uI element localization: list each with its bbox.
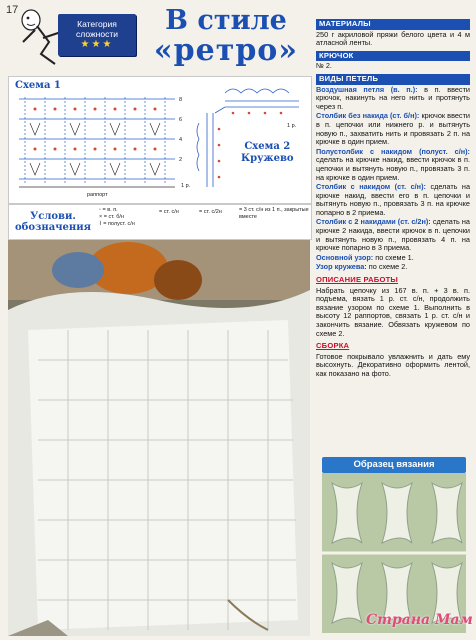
materials-text: 250 г акриловой пряжи белого цвета и 4 м атласной ленты. <box>316 29 470 48</box>
legend-column-1 <box>99 207 135 228</box>
title-line-1: В стиле <box>165 5 287 36</box>
stitch-definition <box>316 263 470 272</box>
scheme-2-title-line-2: Кружево <box>241 153 294 164</box>
legend-item: ◦ = в. п. <box>99 207 118 213</box>
instructions-column <box>316 16 470 380</box>
stitch-definition <box>316 112 470 146</box>
row-number: 4 <box>179 137 183 143</box>
stitch-name: Полустолбик с накидом (полуст. с/н): <box>316 146 470 156</box>
stitch-text: крючок ввести в п. цепочки или нижнего р. и вытянуть новую п., захватить нить и провязать 2 п. на крючке в один прием. <box>316 111 470 147</box>
legend-item: = ст. с/2н <box>199 209 222 215</box>
repeat-label: раппорт <box>87 192 108 198</box>
scheme-1-title: Схема 1 <box>15 80 61 91</box>
symbol-legend <box>8 204 312 240</box>
materials-heading: МАТЕРИАЛЫ <box>316 19 470 30</box>
work-text: Набрать цепочку из 167 в. п. + 3 в. п. подъема, вязать 1 р. ст. с/н, продолжить вязание узором по схеме 1. Выполнить в высоту 12 раппортов, связать 1 р. ст. с/н и закончить вязание. Обвязать кружевом по схеме 2. <box>316 285 470 338</box>
legend-item: = 3 ст. с/н из 1 п., закрытые вместе <box>239 207 309 220</box>
row-number: 2 <box>179 157 183 163</box>
page-title <box>146 6 306 66</box>
legend-title-line-1: Услови. <box>30 211 76 222</box>
legend-title <box>13 211 93 233</box>
row-number: 6 <box>179 117 183 123</box>
stitch-text: по схеме 2. <box>368 262 408 272</box>
row-numbers <box>179 95 182 165</box>
stitch-name: Узор кружева: <box>316 262 367 272</box>
assembly-heading: СБОРКА <box>316 341 350 351</box>
scheme-2-title-line-1: Схема 2 <box>244 141 291 152</box>
knitting-sample-photo <box>322 473 466 633</box>
stitch-definition <box>316 183 470 217</box>
scheme-2-title <box>241 141 294 165</box>
watermark: Страна Мам <box>366 612 473 628</box>
page-number: 17 <box>6 4 19 16</box>
work-heading: ОПИСАНИЕ РАБОТЫ <box>316 275 399 285</box>
crochet-diagram-panel <box>8 76 312 204</box>
stitch-name: Столбик с 2 накидами (ст. с/2н): <box>316 217 431 227</box>
sample-title: Образец вязания <box>322 457 466 473</box>
stitch-name: Воздушная петля (в. п.): <box>316 84 418 94</box>
legend-title-line-2: обозначения <box>15 222 91 233</box>
scheme-1-chart <box>15 93 181 191</box>
legend-item: ⌇ = полуст. с/н <box>99 221 135 227</box>
assembly-text: Готовое покрывало увлажнить и дать ему высохнуть. Декоративно оформить лентой, как показано на фото. <box>316 351 470 378</box>
scheme-2-row-label: 1 р. <box>287 123 297 129</box>
stitch-text: по схеме 1. <box>375 252 414 262</box>
row-label: 1 р. <box>181 183 191 189</box>
difficulty-label: Категория сложности <box>76 19 118 39</box>
stitch-text: сделать на крючке 2 накида, ввести крючок в п. цепочки и вытянуть новую п., провязать 4 п. на крючке попарно в 3 приема. <box>316 217 470 253</box>
legend-item: = ст. с/н <box>159 209 179 215</box>
difficulty-stars: ★★★ <box>80 39 114 50</box>
hook-heading: КРЮЧОК <box>316 51 470 62</box>
stitch-text: в п. ввести крючок, накинуть на него нить и протянуть через п. <box>316 84 470 111</box>
legend-item: × = ст. б/н <box>99 214 124 220</box>
stitch-definition <box>316 148 470 182</box>
stitch-definition <box>316 218 470 252</box>
title-line-2: «ретро» <box>153 33 299 68</box>
stitch-definition <box>316 86 470 112</box>
stitches-heading: ВИДЫ ПЕТЕЛЬ <box>316 74 470 85</box>
difficulty-badge <box>58 14 136 56</box>
stitch-name: Столбик с накидом (ст. с/н): <box>316 182 426 192</box>
stitch-name: Основной узор: <box>316 252 374 262</box>
stitch-name: Столбик без накида (ст. б/н): <box>316 111 420 121</box>
stitch-text: сделать на крючке накид, ввести крючок в п. цепочки и вытянуть новую п., провязать 3 п. на крючке в один прием. <box>316 155 470 182</box>
stitch-text: сделать на крючке накид, ввести его в п. цепочки и вытянуть новую п., провязать 3 п. на крючке попарно в 2 приема. <box>316 182 471 217</box>
stitch-definition <box>316 254 470 263</box>
crochet-blanket-photo <box>8 240 310 636</box>
row-number: 8 <box>179 97 183 103</box>
hook-text: № 2. <box>316 61 332 71</box>
